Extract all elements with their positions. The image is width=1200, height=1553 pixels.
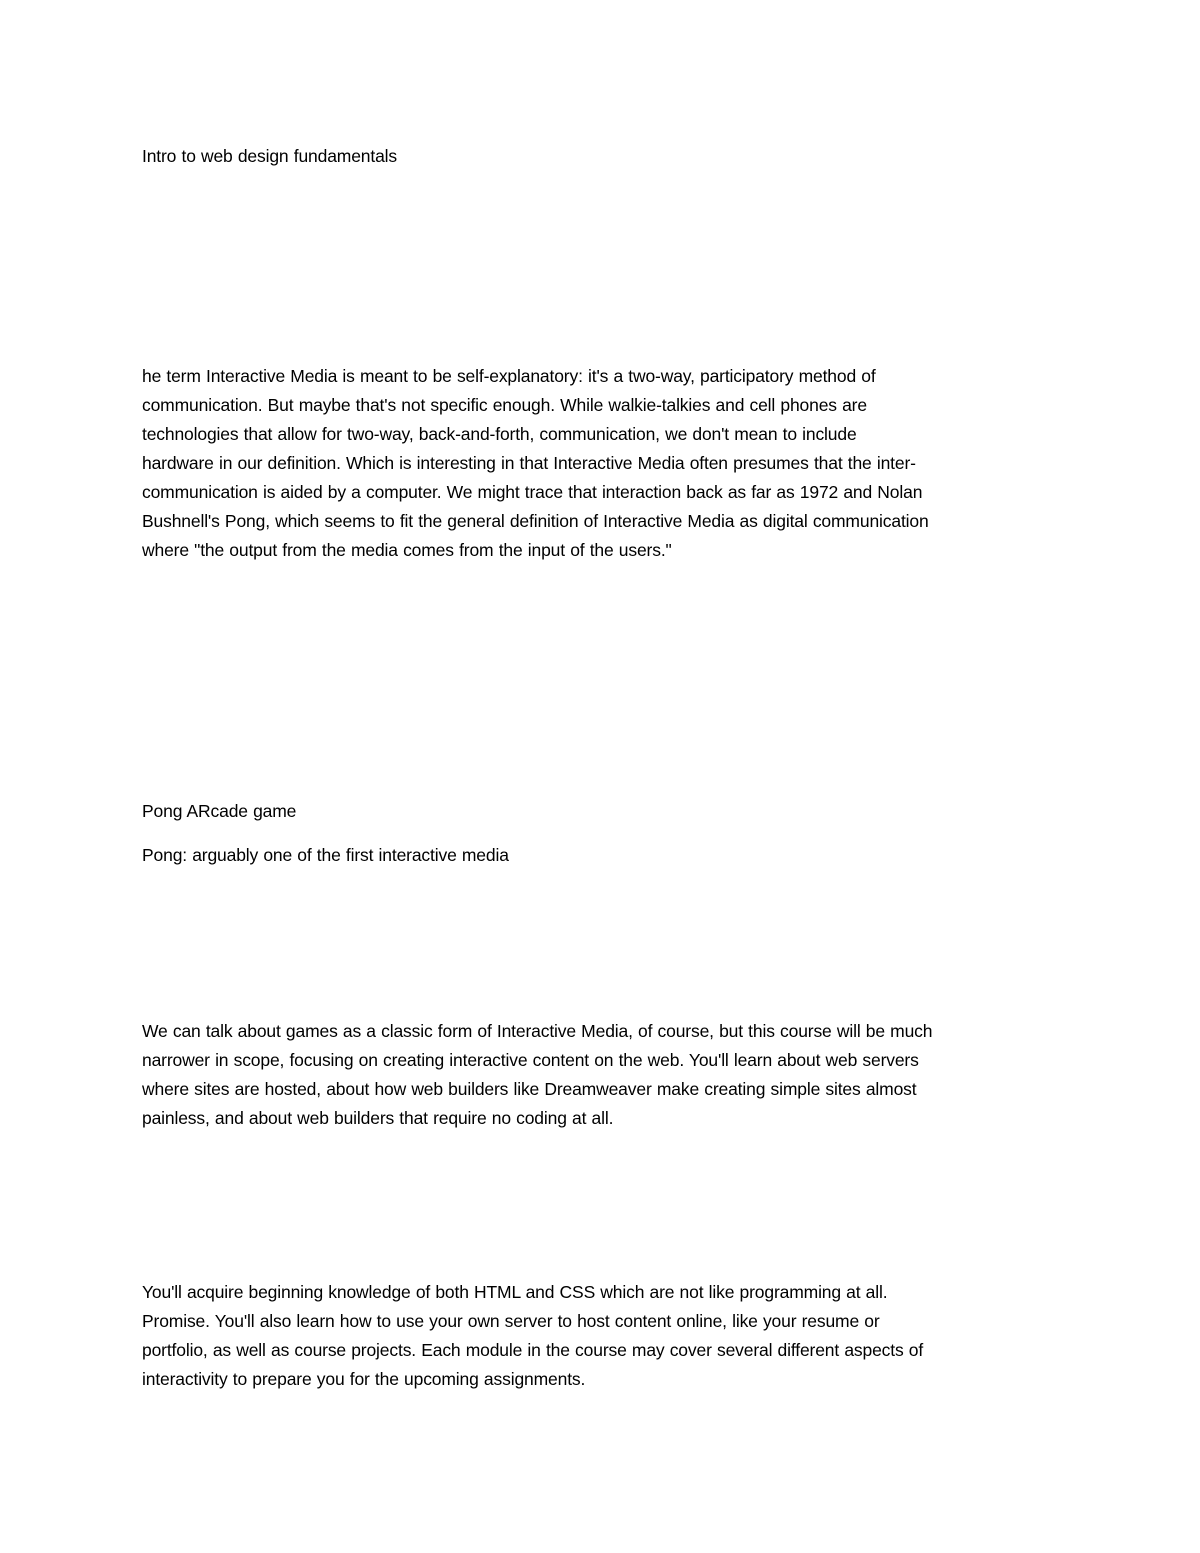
paragraph-line: technologies that allow for two-way, back-and-forth, communication, we don't mean to include [142,424,857,444]
image-title: Pong ARcade game [142,801,297,821]
paragraph-line: where "the output from the media comes from the input of the users." [142,540,672,560]
interactive-media-paragraph [142,362,1062,565]
paragraph-line: narrower in scope, focusing on creating interactive content on the web. You'll learn about web servers [142,1050,919,1070]
paragraph-line: where sites are hosted, about how web builders like Dreamweaver make creating simple sites almost [142,1079,917,1099]
paragraph-line: You'll acquire beginning knowledge of both HTML and CSS which are not like programming at all. [142,1282,888,1302]
paragraph-line: We can talk about games as a classic form of Interactive Media, of course, but this course will be much [142,1021,933,1041]
paragraph-line: hardware in our definition. Which is interesting in that Interactive Media often presumes that the inter- [142,453,916,473]
paragraph-line: communication is aided by a computer. We might trace that interaction back as far as 1972 and Nolan [142,482,923,502]
paragraph-line: painless, and about web builders that require no coding at all. [142,1108,614,1128]
paragraph-line: Bushnell's Pong, which seems to fit the general definition of Interactive Media as digital communication [142,511,929,531]
image-caption: Pong: arguably one of the first interactive media [142,845,509,865]
paragraph-line: interactivity to prepare you for the upcoming assignments. [142,1369,586,1389]
paragraph-line: Promise. You'll also learn how to use your own server to host content online, like your resume or [142,1311,880,1331]
paragraph-line: portfolio, as well as course projects. Each module in the course may cover several different aspects of [142,1340,924,1360]
paragraph-line: communication. But maybe that's not specific enough. While walkie-talkies and cell phones are [142,395,867,415]
course-scope-paragraph [142,1017,1062,1133]
paragraph-line: he term Interactive Media is meant to be self-explanatory: it's a two-way, participatory method of [142,366,876,386]
document-heading: Intro to web design fundamentals [142,146,398,166]
course-skills-paragraph [142,1278,1062,1394]
